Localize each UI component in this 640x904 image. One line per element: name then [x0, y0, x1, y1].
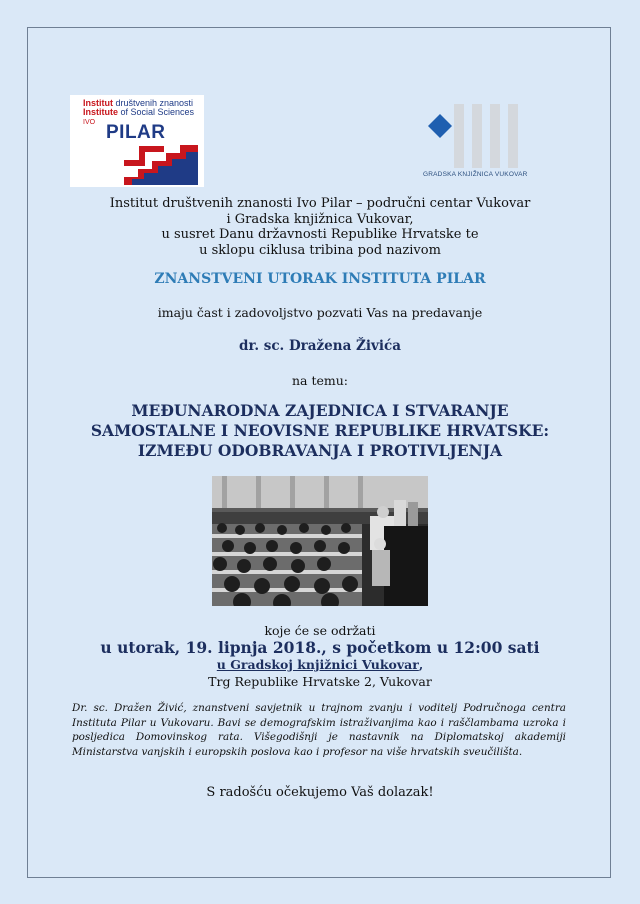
intro-line-2: i Gradska knjižnica Vukovar, [226, 211, 414, 227]
intro-line-4: u sklopu ciklusa tribina pod nazivom [199, 242, 441, 258]
series-title: ZNANSTVENI UTORAK INSTITUTA PILAR [154, 271, 486, 287]
logo-drustvenih-text: društvenih znanosti [115, 98, 194, 108]
library-columns-icon [420, 98, 540, 170]
lecture-title-line-2: SAMOSTALNE I NEOVISNE REPUBLIKE HRVATSKE: [90, 421, 550, 440]
library-logo-name: GRADSKA KNJIŽNICA VUKOVAR [423, 171, 528, 178]
intro-line-3: u susret Danu državnosti Republike Hrvatske te [161, 227, 479, 242]
stairs-logo-icon [124, 143, 198, 185]
event-venue [40, 657, 600, 672]
lecture-title [40, 401, 600, 461]
logo-institut-text: Institut [83, 98, 113, 108]
held-text: koje će se održati [264, 623, 376, 638]
invite-text: imaju čast i zadovoljstvo pozvati Vas na predavanje [157, 305, 483, 320]
lecture-title-line-1: MEĐUNARODNA ZAJEDNICA I STVARANJE [131, 401, 509, 420]
speaker-name: dr. sc. Dražena Živića [239, 338, 401, 354]
event-date-time: u utorak, 19. lipnja 2018., s početkom u 12:00 sati [100, 638, 540, 657]
logo-social-text: of Social Sciences [120, 107, 195, 117]
logo-pilar-text: PILAR [106, 122, 166, 143]
lecture-title-line-3: IZMEĐU ODOBRAVANJA I PROTIVLJENJA [137, 441, 503, 460]
intro-block [40, 196, 600, 258]
closing-text: S radošću očekujemo Vaš dolazak! [206, 785, 434, 800]
topic-label: na temu: [291, 373, 348, 388]
logo-institute-text: Institute [83, 107, 118, 117]
institut-pilar-logo [70, 95, 204, 187]
logo-ivo-text: IVO [83, 119, 96, 126]
venue-name: u Gradskoj knjižnici Vukovar [216, 657, 419, 672]
venue-comma: , [418, 657, 424, 672]
speaker-bio: Dr. sc. Dražen Živić, znanstveni savjetnik u trajnom zvanju i voditelj Područnoga centra Instituta Pilar u Vukovaru. Bavi se demografskim istraživanjima kao i raščlambama uzroka i posljedica Domovinskog rata. Višegodišnji je nastavnik na Diplomatskoj akademiji Ministarstva vanjskih i europskih poslova kao i profesor na više hrvatskih sveučilišta. [72, 702, 566, 758]
intro-line-1: Institut društvenih znanosti Ivo Pilar – područni centar Vukovar [109, 196, 531, 211]
event-address: Trg Republike Hrvatske 2, Vukovar [208, 674, 432, 689]
parliament-photo [212, 476, 428, 606]
gradska-knjiznica-logo [420, 98, 540, 186]
